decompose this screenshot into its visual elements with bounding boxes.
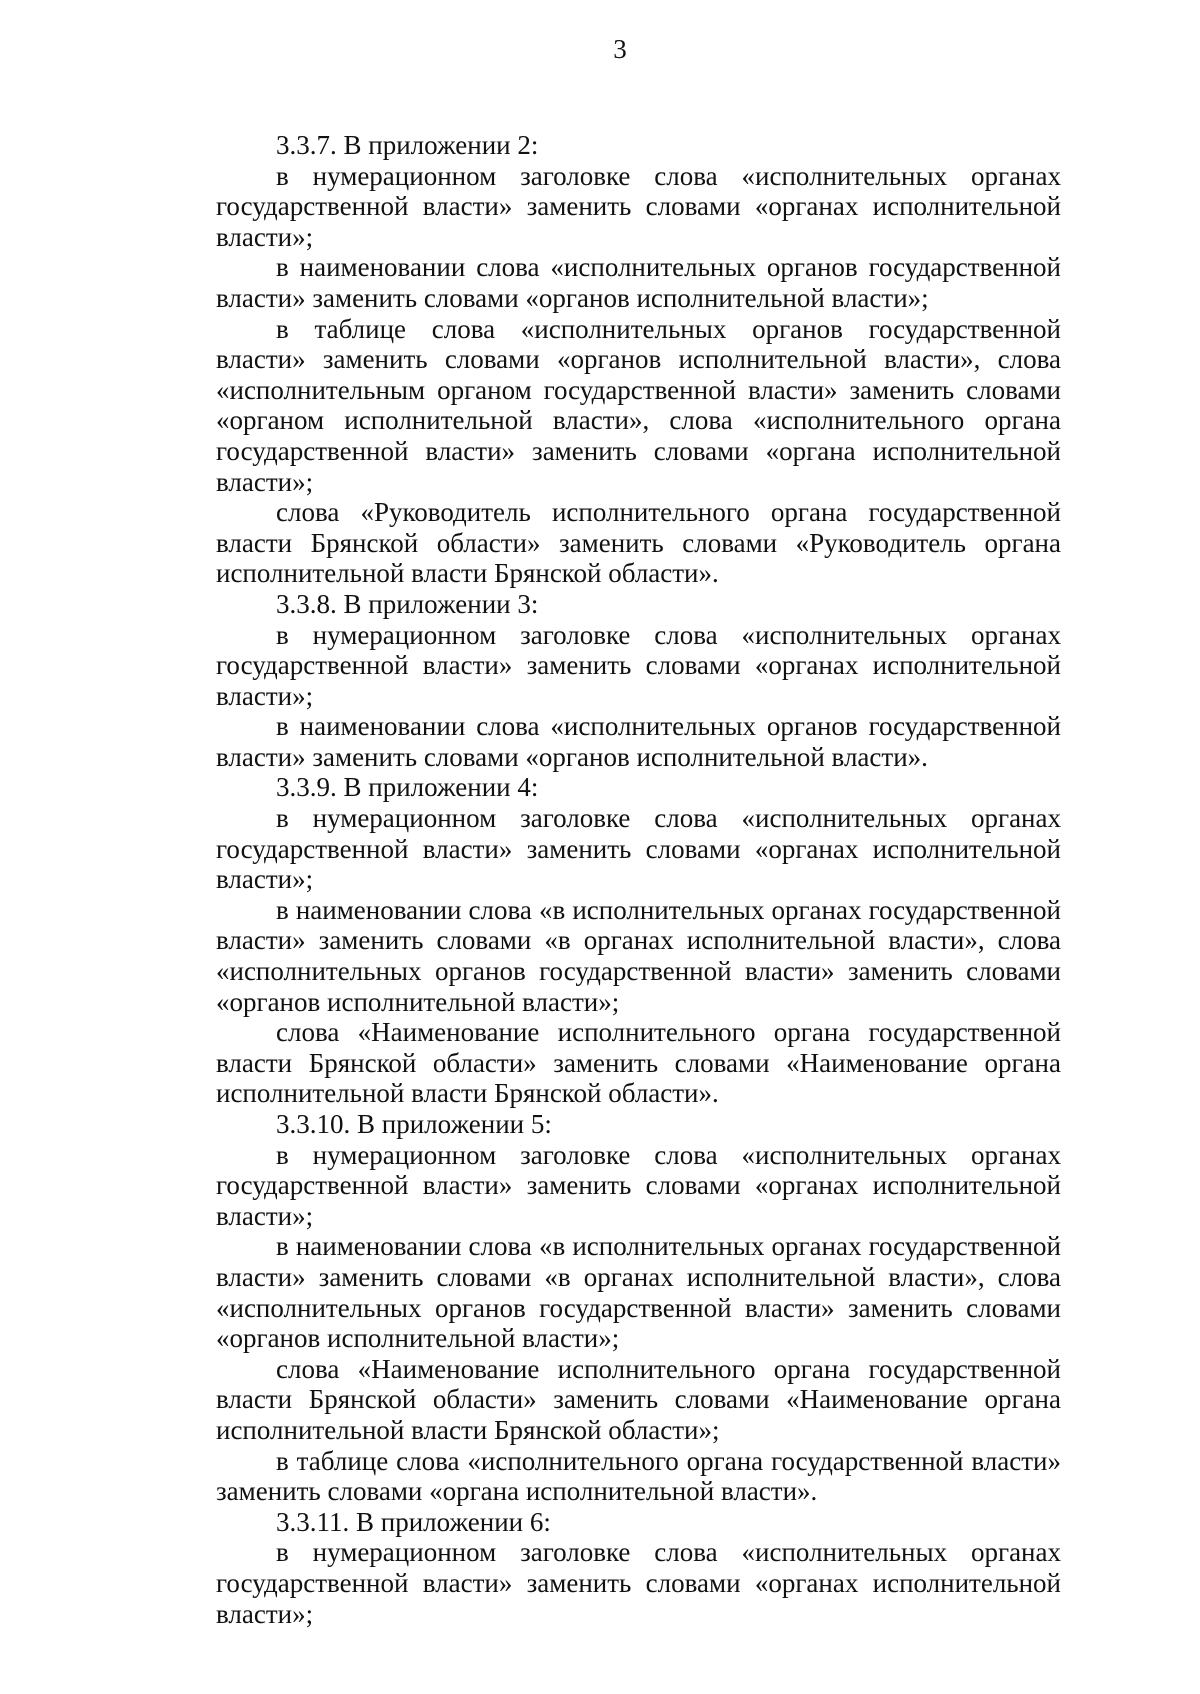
paragraph: в нумерационном заголовке слова «исполнительных органах государственной власти» заменить словами «органах исполнительной власти»; <box>216 1537 1061 1629</box>
paragraph: слова «Наименование исполнительного органа государственной власти Брянской области» заменить словами «Наименование органа исполнительной власти Брянской области»; <box>216 1353 1061 1445</box>
section-heading-3-3-10: 3.3.10. В приложении 5: <box>276 1109 552 1139</box>
paragraph: в таблице слова «исполнительного органа государственной власти» заменить словами «органа исполнительной власти». <box>216 1445 1061 1507</box>
section-heading-3-3-11: 3.3.11. В приложении 6: <box>276 1506 551 1537</box>
paragraph: в таблице слова «исполнительных органов государственной власти» заменить словами «органов исполнительной власти», слова «исполнительным органом государственной власти» заменить словами «органом исполнительной власти», слова «исполнительного органа государственной власти» заменить словами «органа исполнительной власти»; <box>216 313 1061 497</box>
paragraph: в нумерационном заголовке слова «исполнительных органах государственной власти» заменить словами «органах исполнительной власти»; <box>216 160 1061 252</box>
paragraph: в нумерационном заголовке слова «исполнительных органах государственной власти» заменить словами «органах исполнительной власти»; <box>216 803 1061 895</box>
document-body <box>216 130 1061 1629</box>
paragraph: в наименовании слова «исполнительных органов государственной власти» заменить словами «органов исполнительной власти»; <box>216 252 1061 313</box>
paragraph: в наименовании слова «в исполнительных органах государственной власти» заменить словами «в органах исполнительной власти», слова «исполнительных органов государственной власти» заменить словами «органов исполнительной власти»; <box>216 1231 1061 1354</box>
page-number: 3 <box>613 34 627 64</box>
paragraph: в наименовании слова «в исполнительных органах государственной власти» заменить словами «в органах исполнительной власти», слова «исполнительных органов государственной власти» заменить словами «органов исполнительной власти»; <box>216 894 1061 1017</box>
paragraph: в наименовании слова «исполнительных органов государственной власти» заменить словами «органов исполнительной власти». <box>216 711 1061 772</box>
section-heading-3-3-9: 3.3.9. В приложении 4: <box>276 772 539 803</box>
section-heading-3-3-7: 3.3.7. В приложении 2: <box>276 130 539 160</box>
paragraph: слова «Наименование исполнительного органа государственной власти Брянской области» заменить словами «Наименование органа исполнительной власти Брянской области». <box>216 1017 1061 1109</box>
paragraph: слова «Руководитель исполнительного органа государственной власти Брянской области» заменить словами «Руководитель органа исполнительной власти Брянской области». <box>216 497 1061 589</box>
paragraph: в нумерационном заголовке слова «исполнительных органах государственной власти» заменить словами «органах исполнительной власти»; <box>216 619 1061 711</box>
paragraph: в нумерационном заголовке слова «исполнительных органах государственной власти» заменить словами «органах исполнительной власти»; <box>216 1139 1061 1231</box>
section-heading-3-3-8: 3.3.8. В приложении 3: <box>276 588 539 619</box>
